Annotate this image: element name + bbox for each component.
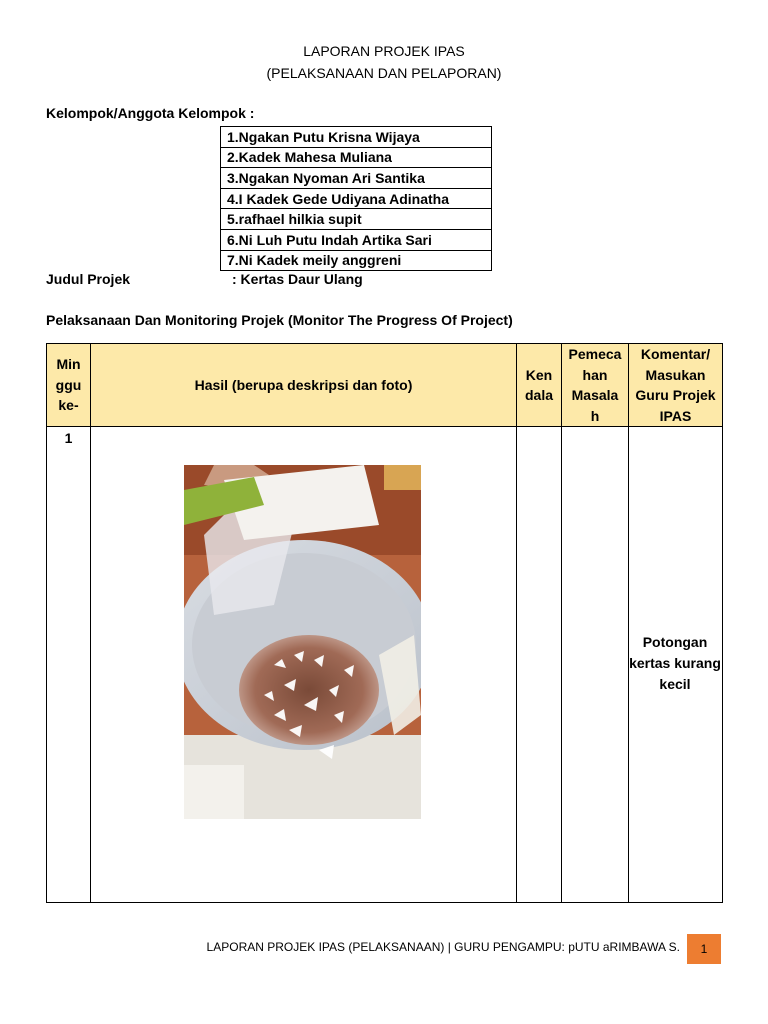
report-title: LAPORAN PROJEK IPAS — [303, 43, 465, 59]
week-cell: 1 — [47, 427, 91, 903]
member-row: 1.Ngakan Putu Krisna Wijaya — [221, 127, 492, 148]
project-title-label: Judul Projek — [46, 271, 131, 287]
page-number: 1 — [687, 934, 721, 964]
solution-cell — [562, 427, 629, 903]
member-row: 3.Ngakan Nyoman Ari Santika — [221, 168, 492, 189]
obstacle-cell — [517, 427, 562, 903]
member-row: 6.Ni Luh Putu Indah Artika Sari — [221, 229, 492, 250]
member-row: 4.I Kadek Gede Udiyana Adinatha — [221, 188, 492, 209]
member-row: 7.Ni Kadek meily anggreni — [221, 250, 492, 271]
header-solution: Pemeca han Masala h — [562, 344, 629, 427]
members-table — [220, 126, 492, 271]
member-row: 2.Kadek Mahesa Muliana — [221, 147, 492, 168]
project-photo — [184, 465, 421, 819]
comment-text: Potongan kertas kurang kecil — [629, 634, 721, 692]
project-title-value: : Kertas Daur Ulang — [232, 271, 363, 287]
member-row: 5.rafhael hilkia supit — [221, 209, 492, 230]
header-result: Hasil (berupa deskripsi dan foto) — [91, 344, 517, 427]
monitoring-label: Pelaksanaan Dan Monitoring Projek (Monitor The Progress Of Project) — [46, 312, 513, 328]
footer-text: LAPORAN PROJEK IPAS (PELAKSANAAN) | GURU PENGAMPU: pUTU aRIMBAWA S. — [206, 940, 680, 954]
header-obstacle: Ken dala — [517, 344, 562, 427]
header-week: Min ggu ke- — [47, 344, 91, 427]
header-comment: Komentar/ Masukan Guru Projek IPAS — [629, 344, 723, 427]
group-label: Kelompok/Anggota Kelompok : — [46, 105, 255, 121]
report-subtitle: (PELAKSANAAN DAN PELAPORAN) — [266, 65, 502, 81]
